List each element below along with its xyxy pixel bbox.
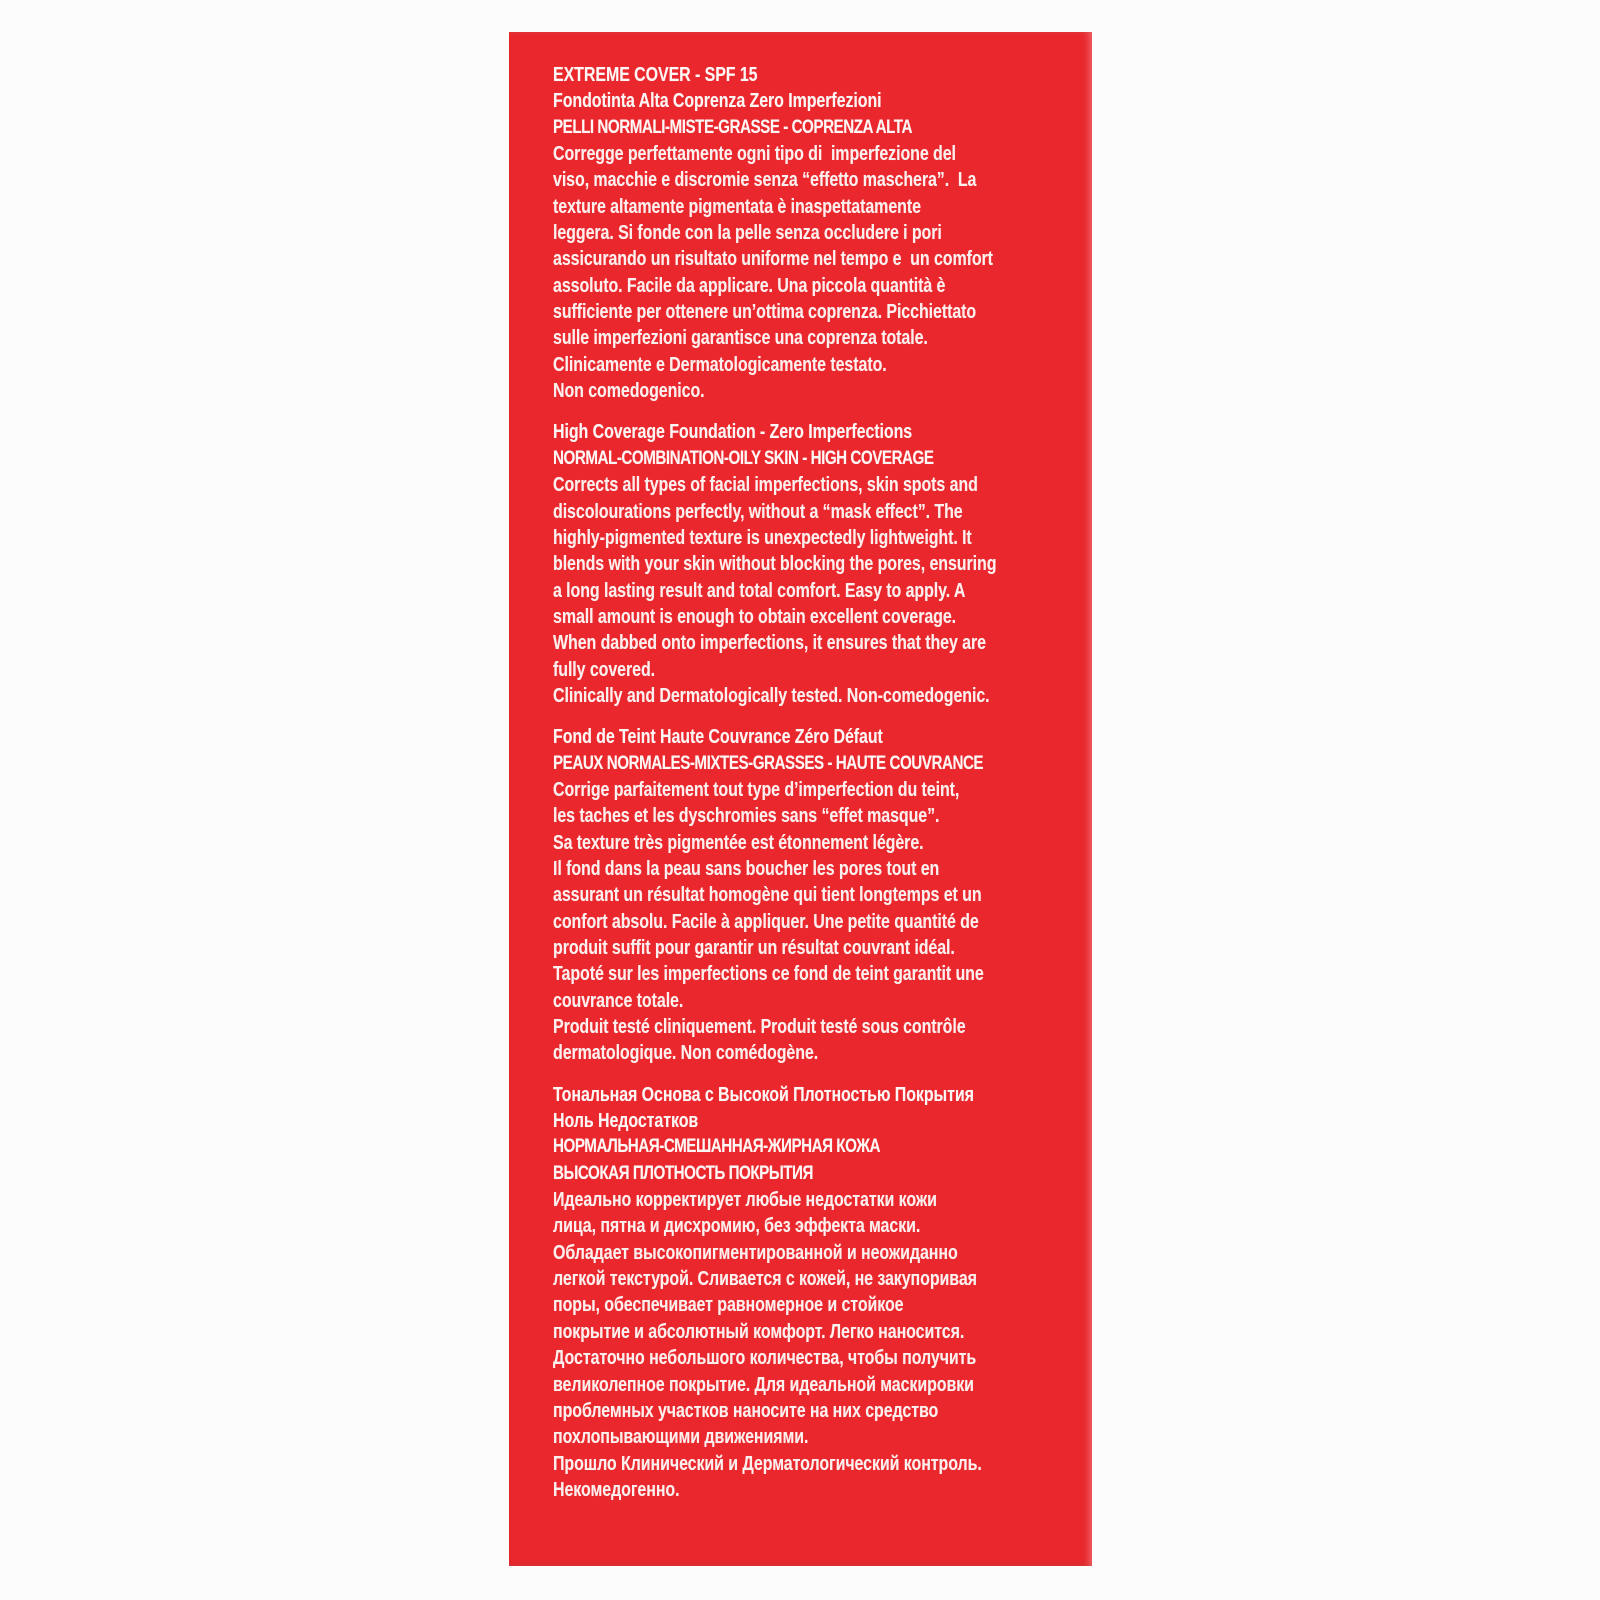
label-text-line: Прошло Клинический и Дерматологический контроль. <box>553 1452 982 1475</box>
label-text-line: texture altamente pigmentata è inaspettatamente <box>553 195 921 218</box>
label-text-line: highly-pigmented texture is unexpectedly lightweight. It <box>553 526 972 549</box>
label-text-line: PEAUX NORMALES-MIXTES-GRASSES - HAUTE COUVRANCE <box>553 752 984 774</box>
label-text-line: Clinically and Dermatologically tested. Non-comedogenic. <box>553 684 990 707</box>
label-text-line: fully covered. <box>553 658 656 681</box>
label-text-line: sufficiente per ottenere un’ottima coprenza. Picchiettato <box>553 301 977 324</box>
label-text-line: assicurando un risultato uniforme nel tempo e un comfort <box>553 248 993 271</box>
label-text-line: Clinicamente e Dermatologicamente testato. <box>553 353 887 376</box>
label-text-column <box>553 62 1065 1503</box>
label-text-line: confort absolu. Facile à appliquer. Une petite quantité de <box>553 910 979 933</box>
label-text-line: EXTREME COVER - SPF 15 <box>553 64 758 86</box>
label-text-line: Corregge perfettamente ogni tipo di imperfezione del <box>553 143 956 166</box>
label-text-line: NORMAL-COMBINATION-OILY SKIN - HIGH COVERAGE <box>553 447 934 469</box>
label-text-line: leggera. Si fonde con la pelle senza occludere i pori <box>553 222 942 245</box>
label-text-line: поры, обеспечивает равномерное и стойкое <box>553 1294 904 1317</box>
label-text-line: Ноль Недостатков <box>553 1110 699 1133</box>
label-text-line: Идеально корректирует любые недостатки кожи <box>553 1189 937 1212</box>
label-text-line: small amount is enough to obtain excellent coverage. <box>553 605 957 628</box>
label-text-line: sulle imperfezioni garantisce una coprenza totale. <box>553 327 928 350</box>
label-text-line: Tapoté sur les imperfections ce fond de teint garantit une <box>553 963 984 986</box>
label-text-line: ВЫСОКАЯ ПЛОТНОСТЬ ПОКРЫТИЯ <box>553 1162 813 1184</box>
label-text-line: les taches et les dyschromies sans “effet masque”. <box>553 805 940 828</box>
label-text-line: похлопывающими движениями. <box>553 1426 809 1449</box>
label-text-line: покрытие и абсолютный комфорт. Легко наносится. <box>553 1320 965 1343</box>
label-text-line: Non comedogenico. <box>553 380 705 403</box>
label-text-line: blends with your skin without blocking the pores, ensuring <box>553 553 997 576</box>
label-text-line: Обладает высокопигментированной и неожиданно <box>553 1241 958 1264</box>
label-text-line: dermatologique. Non comédogène. <box>553 1042 819 1065</box>
label-section-ru <box>553 1082 1065 1504</box>
label-section-it <box>553 62 1065 404</box>
label-text-line: High Coverage Foundation - Zero Imperfections <box>553 421 913 444</box>
label-text-line: When dabbed onto imperfections, it ensures that they are <box>553 632 986 655</box>
label-text-line: Corrige parfaitement tout type d’imperfection du teint, <box>553 778 960 801</box>
label-text-line: assoluto. Facile da applicare. Una piccola quantità è <box>553 274 946 297</box>
label-text-line: Fond de Teint Haute Couvrance Zéro Défaut <box>553 726 883 749</box>
label-text-line: couvrance totale. <box>553 989 684 1012</box>
label-text-line: Достаточно небольшого количества, чтобы получить <box>553 1347 977 1370</box>
label-text-line: Produit testé cliniquement. Produit testé sous contrôle <box>553 1016 966 1039</box>
label-text-line: Corrects all types of facial imperfections, skin spots and <box>553 474 978 497</box>
label-text-line: Sa texture très pigmentée est étonnement légère. <box>553 831 924 854</box>
label-text-line: viso, macchie e discromie senza “effetto maschera”. La <box>553 169 977 192</box>
label-text-line: Тональная Основа с Высокой Плотностью Покрытия <box>553 1083 974 1106</box>
label-text-line: НОРМАЛЬНАЯ-СМЕШАННАЯ-ЖИРНАЯ КОЖА <box>553 1136 880 1158</box>
label-text-line: лица, пятна и дисхромию, без эффекта маски. <box>553 1215 921 1238</box>
packaging-back-label <box>509 32 1092 1566</box>
label-text-line: a long lasting result and total comfort. Easy to apply. A <box>553 579 966 602</box>
label-text-line: produit suffit pour garantir un résultat couvrant idéal. <box>553 937 955 959</box>
label-text-line: discolourations perfectly, without a “mask effect”. The <box>553 500 963 523</box>
label-text-line: Il fond dans la peau sans boucher les pores tout en <box>553 857 940 880</box>
label-text-line: проблемных участков наносите на них средство <box>553 1399 939 1422</box>
label-section-fr <box>553 724 1065 1066</box>
label-text-line: PELLI NORMALI-MISTE-GRASSE - COPRENZA ALTA <box>553 116 912 138</box>
label-section-en <box>553 419 1065 709</box>
label-text-line: легкой текстурой. Сливается с кожей, не закупоривая <box>553 1268 977 1291</box>
label-text-line: assurant un résultat homogène qui tient longtemps et un <box>553 884 982 907</box>
label-text-line: великолепное покрытие. Для идеальной маскировки <box>553 1373 974 1396</box>
label-text-line: Fondotinta Alta Coprenza Zero Imperfezioni <box>553 90 882 113</box>
label-text-line: Некомедогенно. <box>553 1478 680 1501</box>
